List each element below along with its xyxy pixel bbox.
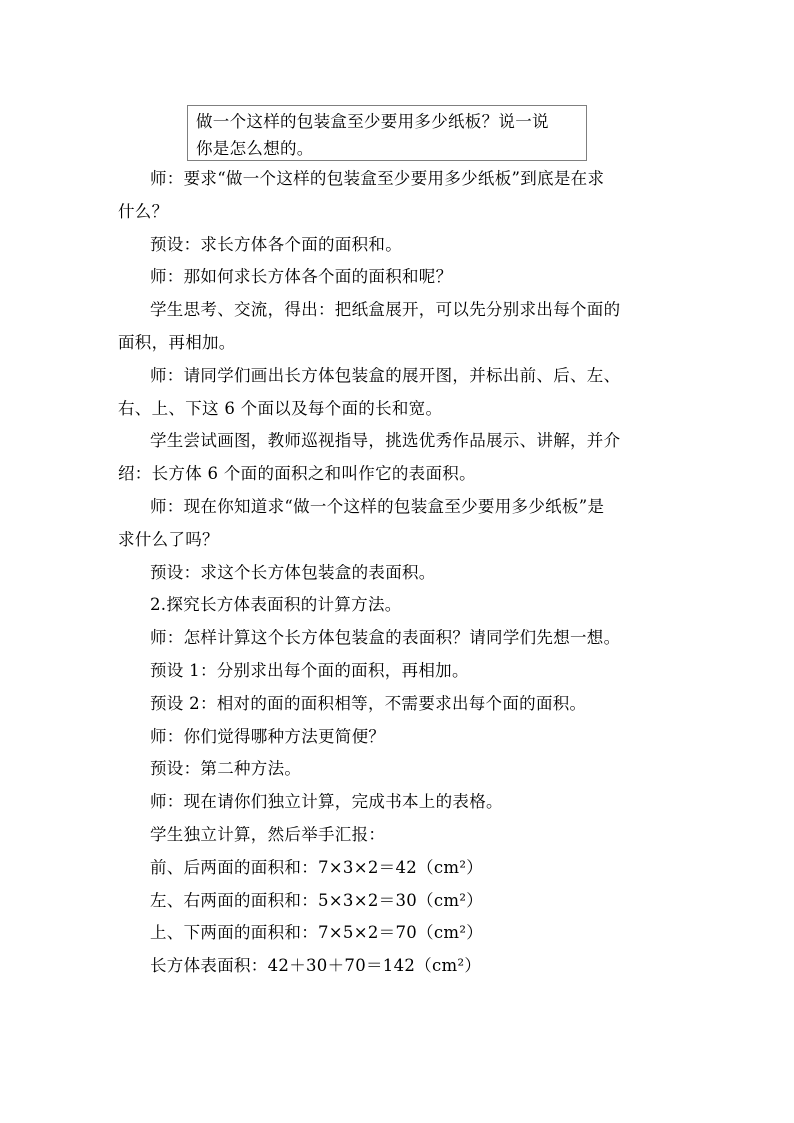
text-line: 师：你们觉得哪种方法更简便？ bbox=[150, 726, 386, 746]
text-line: 求什么了吗？ bbox=[118, 529, 219, 549]
text-line: 学生尝试画图，教师巡视指导，挑选优秀作品展示、讲解，并介 bbox=[150, 431, 621, 451]
text-line: 右、上、下这 6 个面以及每个面的长和宽。 bbox=[118, 398, 443, 418]
text-line: 师：要求“做一个这样的包装盒至少要用多少纸板”到底是在求 bbox=[150, 169, 605, 188]
text-line: 师：现在请你们独立计算，完成书本上的表格。 bbox=[150, 792, 503, 812]
body-text bbox=[118, 163, 688, 983]
text-line: 前、后两面的面积和：7×3×2＝42（cm²） bbox=[150, 857, 484, 877]
text-line: 预设：求长方体各个面的面积和。 bbox=[150, 234, 402, 254]
question-box bbox=[187, 105, 587, 161]
text-line: 预设 2：相对的面的面积相等，不需要求出每个面的面积。 bbox=[150, 693, 587, 713]
text-line: 学生思考、交流，得出：把纸盒展开，可以先分别求出每个面的 bbox=[150, 300, 621, 320]
text-line: 师：那如何求长方体各个面的面积和呢？ bbox=[150, 267, 453, 287]
text-line: 预设：求这个长方体包装盒的表面积。 bbox=[150, 562, 436, 582]
text-line: 2.探究长方体表面积的计算方法。 bbox=[150, 595, 402, 615]
text-line: 学生独立计算，然后举手汇报： bbox=[150, 824, 386, 844]
text-line: 面积，再相加。 bbox=[118, 332, 236, 352]
text-line: 师：请同学们画出长方体包装盒的展开图，并标出前、后、左、 bbox=[150, 365, 621, 385]
text-line: 上、下两面的面积和：7×5×2＝70（cm²） bbox=[150, 923, 484, 943]
question-line-2: 你是怎么想的。 bbox=[196, 139, 314, 158]
text-line: 绍：长方体 6 个面的面积之和叫作它的表面积。 bbox=[118, 464, 476, 484]
text-line: 左、右两面的面积和：5×3×2＝30（cm²） bbox=[150, 890, 484, 910]
text-line: 预设：第二种方法。 bbox=[150, 759, 302, 779]
text-line: 师：现在你知道求“做一个这样的包装盒至少要用多少纸板”是 bbox=[150, 496, 605, 516]
text-line: 什么？ bbox=[118, 201, 169, 221]
question-line-1: 做一个这样的包装盒至少要用多少纸板？说一说 bbox=[196, 112, 549, 131]
text-line: 长方体表面积：42＋30＋70＝142（cm²） bbox=[150, 956, 482, 976]
text-line: 师：怎样计算这个长方体包装盒的表面积？请同学们先想一想。 bbox=[150, 628, 621, 648]
text-line: 预设 1：分别求出每个面的面积，再相加。 bbox=[150, 660, 469, 680]
